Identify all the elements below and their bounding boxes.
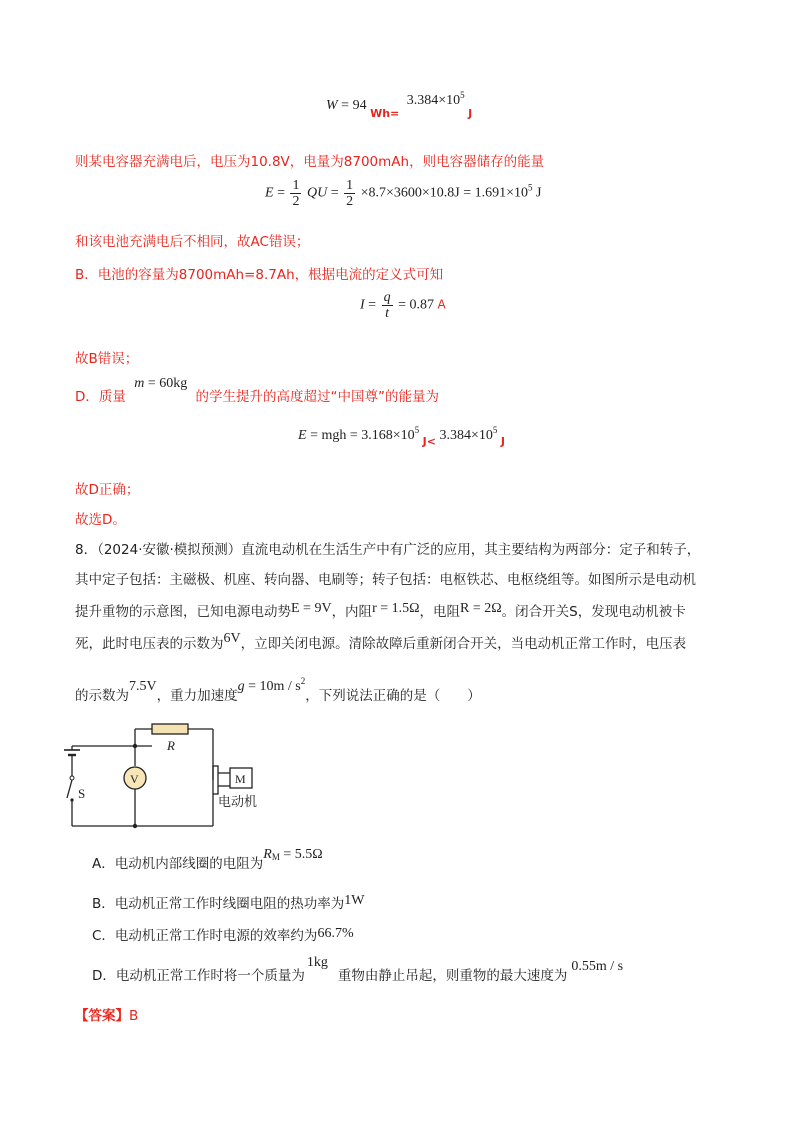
q8-line4-b: ，立即关闭电源。清除故障后重新闭合开关，当电动机正常工作时，电压表 (240, 636, 687, 652)
q8-line2: 其中定子包括：主磁极、机座、转向器、电刷等；转子包括：电枢铁芯、电枢绕组等。如图所示是电动机 (75, 572, 696, 588)
eq4-unit: J (500, 435, 505, 448)
option-c-math: 66.7% (317, 926, 354, 941)
eq1-exp: 5 (460, 90, 465, 100)
current-equation (360, 290, 446, 321)
eq3-den: t (385, 306, 390, 321)
eq2-lhs: E (265, 185, 274, 201)
eq1-unit-wh: Wh= (370, 107, 400, 120)
option-a-r: R (263, 847, 272, 862)
option-b (92, 892, 364, 913)
switch-label: S (78, 786, 86, 801)
option-c-text: C．电动机正常工作时电源的效率约为 (92, 928, 318, 944)
answer-label: 【答案】 (75, 1008, 129, 1024)
q8-line4-a: 死，此时电压表的示数为 (75, 636, 224, 652)
eq4-exp2: 5 (492, 425, 498, 435)
option-a-sub: M (271, 852, 280, 862)
motor-label: M (235, 772, 246, 786)
p5-pre: D．质量 (75, 389, 126, 405)
motor-connector (213, 766, 218, 794)
option-b-math: 1W (344, 893, 365, 908)
option-a-val: = 5.5Ω (283, 847, 323, 862)
eq3-lhs: I (360, 297, 365, 313)
eq3-unit: A (437, 297, 446, 312)
eq2-eq1: = (277, 185, 285, 201)
q8-gravity: $g = 10m / s^2$ (237, 676, 306, 694)
q8-line3-b: ，内阻 (331, 604, 373, 620)
eq3-val: = 0.87 (398, 297, 434, 313)
eq3-num: q (383, 290, 391, 305)
q8-gravity-exp: 2 (300, 676, 306, 686)
voltmeter-label: V (130, 772, 139, 786)
p5-mass-visible: = 60kg (147, 376, 188, 391)
eq4-val2: 3.384×10 (439, 428, 493, 443)
junction-dot-top (133, 744, 137, 748)
option-d-speed: 0.55m / s (571, 959, 624, 974)
q8-line3 (75, 600, 686, 621)
eq4-eq: = mgh = 3.168×10 (310, 428, 415, 443)
eq4-lhs: E (298, 428, 307, 443)
option-d-mass: 1kg (306, 955, 328, 970)
option-b-text: B．电动机正常工作时线圈电阻的热功率为 (92, 896, 345, 912)
q8-internal-r: r = 1.5Ω (372, 601, 420, 616)
q8-line3-d: 。闭合开关S，发现电动机被卡 (501, 604, 686, 620)
eq2-frac2-num: 1 (346, 178, 354, 193)
switch-contact-top (70, 776, 74, 780)
q8-line5-a: 的示数为 (75, 688, 129, 704)
eq1-lhs: W (326, 98, 338, 113)
energy-equation-1 (326, 90, 473, 120)
eq2-exp: 5 (528, 182, 533, 193)
q8-resistor-r: R = 2Ω (460, 601, 502, 616)
option-d (92, 955, 624, 985)
motor-caption: 电动机 (218, 795, 258, 810)
paragraph-capacitor: 则某电容器充满电后，电压为10.8V，电量为8700mAh，则电容器储存的能量 (75, 154, 545, 170)
option-d-text-b: 重物由静止吊起，则重物的最大速度为 (337, 968, 568, 984)
option-a-text: A．电动机内部线圈的电阻为 (92, 856, 264, 872)
q8-line1: 8．（2024·安徽·模拟预测）直流电动机在生活生产中有广泛的应用，其主要结构为两部分：定子和转子， (75, 542, 701, 558)
resistor-r (152, 724, 188, 734)
energy-equation-2 (265, 178, 542, 209)
paragraph-option-d (75, 376, 440, 406)
switch-blade (67, 780, 72, 798)
paragraph-choose-d: 故选D。 (75, 512, 126, 528)
paragraph-not-same: 和该电池充满电后不相同，故AC错误； (75, 234, 310, 250)
q8-line5 (75, 676, 481, 705)
eq1-eq: = 94 (341, 98, 367, 113)
q8-voltmeter-normal: 7.5V (129, 679, 157, 694)
resistor-label: R (167, 738, 175, 753)
q8-line4 (75, 632, 686, 653)
junction-dot-bottom (133, 824, 137, 828)
q8-gravity-visible: = 10m / s (248, 679, 301, 694)
eq2-frac2 (344, 178, 355, 209)
paragraph-b-wrong: 故B错误； (75, 351, 139, 367)
eq2-frac2-den: 2 (346, 194, 354, 209)
eq2-frac1-den: 2 (292, 194, 300, 209)
option-a (92, 847, 323, 873)
q8-line5-c: ，下列说法正确的是（ ） (305, 688, 481, 704)
eq1-val: 3.384×10 (406, 93, 461, 108)
eq2-eq2: = (330, 185, 339, 201)
eq2-rest: ×8.7×3600×10.8J = 1.691×10 (360, 185, 529, 201)
option-d-text-a: D．电动机正常工作时将一个质量为 (92, 968, 305, 984)
option-a-math (263, 847, 322, 862)
eq2-frac1-num: 1 (292, 178, 300, 193)
paragraph-option-b: B．电池的容量为8700mAh=8.7Ah，根据电流的定义式可知 (75, 267, 444, 283)
eq2-unit: J (536, 185, 542, 201)
option-c (92, 924, 354, 945)
eq4-exp1: 5 (414, 425, 420, 435)
circuit-diagram (60, 718, 290, 833)
q8-line5-b: ，重力加速度 (156, 688, 238, 704)
eq2-qu: QU (306, 185, 328, 201)
answer-line (75, 1004, 138, 1024)
q8-line3-a: 提升重物的示意图，已知电源电动势 (75, 604, 291, 620)
eq1-unit-j: J (468, 107, 473, 120)
answer-value: B (129, 1008, 139, 1024)
energy-equation-4 (298, 425, 505, 448)
eq3-eq: = (368, 297, 377, 313)
switch-contact-bottom (70, 798, 73, 801)
eq3-frac (382, 290, 393, 321)
p5-post: 的学生提升的高度超过“中国尊”的能量为 (195, 389, 440, 405)
q8-line3-c: ，电阻 (419, 604, 461, 620)
eq4-mid: J< (422, 435, 436, 448)
q8-voltmeter-stuck: 6V (223, 631, 241, 646)
eq2-frac1 (290, 178, 301, 209)
p5-mass: m = 60kg (134, 376, 188, 391)
paragraph-d-correct: 故D正确； (75, 482, 140, 498)
q8-emf: E = 9V (291, 601, 332, 616)
